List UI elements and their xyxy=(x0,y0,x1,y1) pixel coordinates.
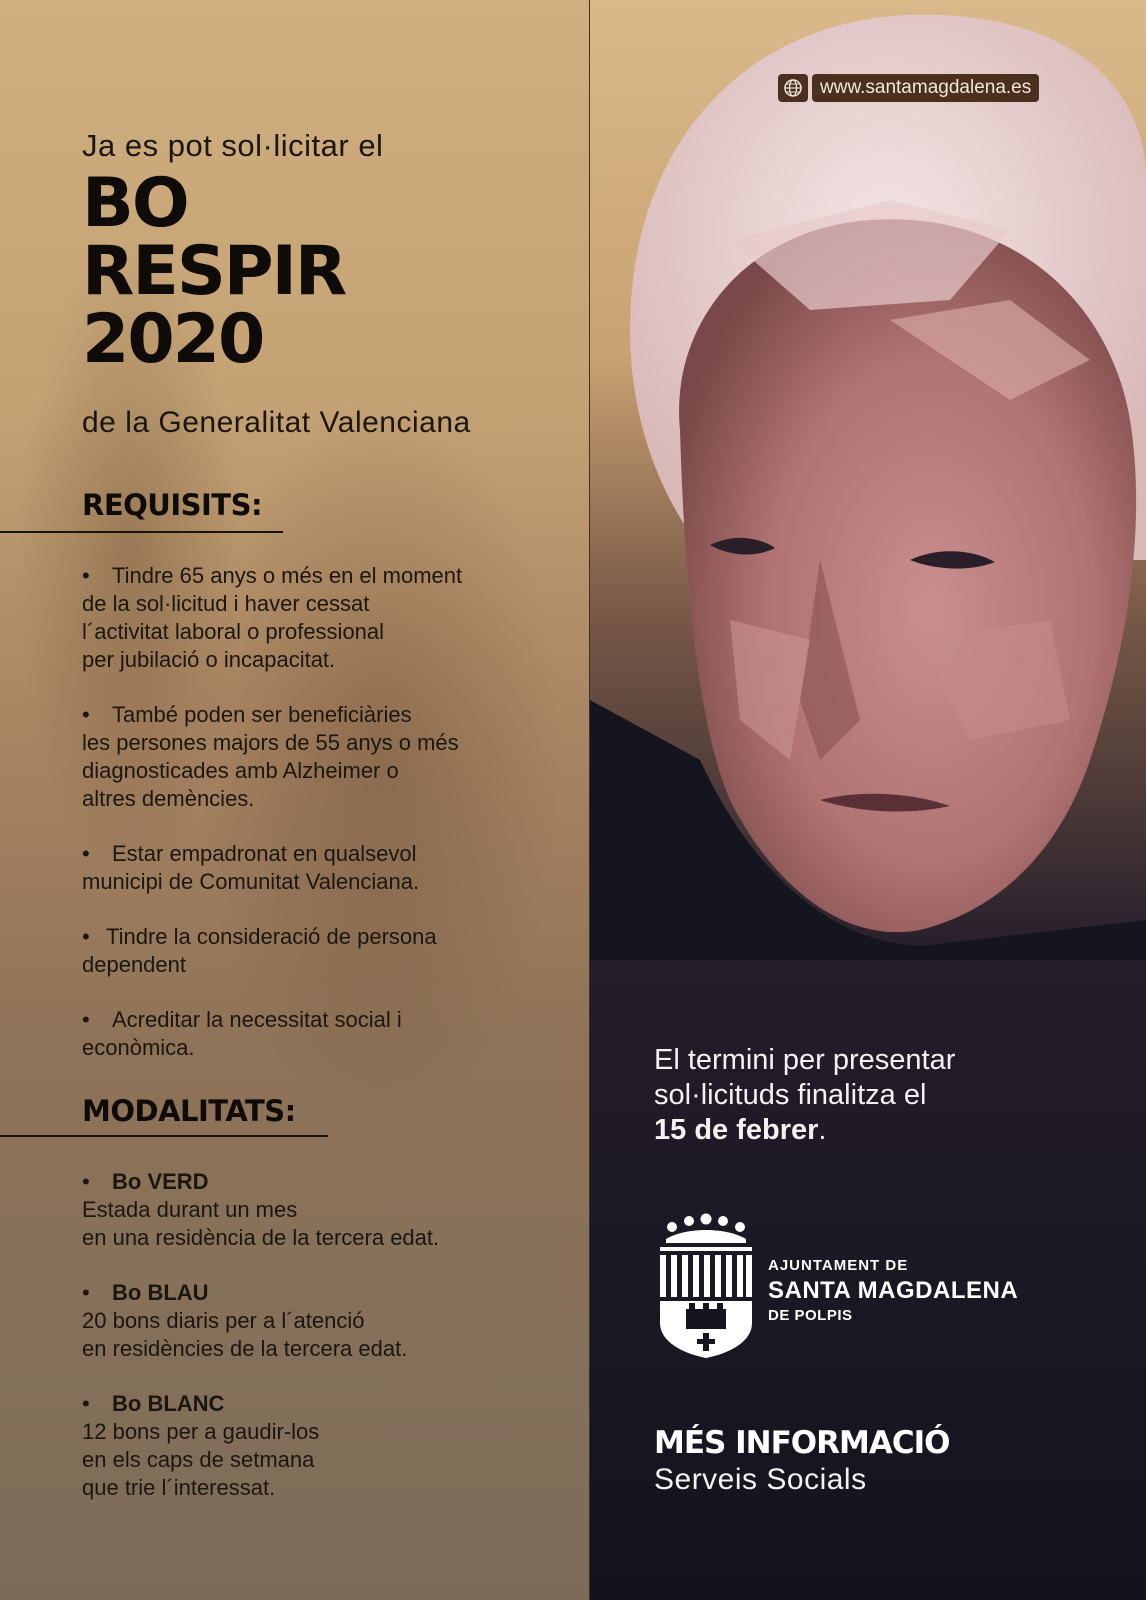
headline-line-2: RESPIR xyxy=(82,232,346,311)
right-panel xyxy=(590,0,1146,1600)
bullet-icon: • xyxy=(82,563,90,588)
subtitle: de la Generalitat Valenciana xyxy=(82,406,471,439)
deadline-date: 15 de febrer xyxy=(654,1114,819,1146)
modality-desc: 12 bons per a gaudir-los en els caps de setmana que trie l´interessat. xyxy=(82,1419,320,1500)
deadline-line-1: El termini per presentar xyxy=(654,1044,956,1076)
list-item xyxy=(82,1390,552,1502)
municipality-logo xyxy=(656,1213,1076,1358)
logo-text-main: SANTA MAGDALENA xyxy=(768,1277,1019,1304)
coat-of-arms-icon xyxy=(656,1213,756,1358)
bullet-icon: • xyxy=(82,1007,90,1032)
bullet-icon: • xyxy=(82,1169,90,1194)
bullet-icon: • xyxy=(82,1391,90,1416)
elderly-man-portrait xyxy=(590,0,1146,960)
more-info-department: Serveis Socials xyxy=(654,1463,867,1496)
deadline-line-2: sol·licituds finalitza el xyxy=(654,1079,927,1111)
website-link[interactable] xyxy=(778,74,1039,102)
requisit-text: Tindre la consideració de persona dependent xyxy=(82,924,437,977)
bullet-icon: • xyxy=(82,1280,90,1305)
globe-icon xyxy=(778,74,808,102)
headline xyxy=(82,164,346,379)
requisit-text: Acreditar la necessitat social i econòmica. xyxy=(82,1007,402,1060)
modality-desc: Estada durant un mes en una residència de la tercera edat. xyxy=(82,1197,440,1250)
deadline-notice xyxy=(654,1043,1094,1148)
bullet-icon: • xyxy=(82,841,90,866)
list-item xyxy=(82,562,552,674)
list-item xyxy=(82,701,552,813)
bullet-icon: • xyxy=(82,702,90,727)
list-item xyxy=(82,923,552,979)
modalitats-divider xyxy=(0,1135,328,1137)
headline-line-1: BO xyxy=(82,164,188,243)
modality-name: Bo BLAU xyxy=(112,1280,209,1305)
headline-line-3: 2020 xyxy=(82,300,264,379)
list-item xyxy=(82,1279,552,1363)
intro-text: Ja es pot sol·licitar el xyxy=(82,128,384,163)
modality-name: Bo BLANC xyxy=(112,1391,225,1416)
modalitats-title: MODALITATS: xyxy=(82,1094,296,1128)
website-url[interactable]: www.santamagdalena.es xyxy=(812,74,1039,102)
list-item xyxy=(82,840,552,896)
requisit-text: També poden ser beneficiàries les persones majors de 55 anys o més diagnosticades amb Alzheimer o altres demències. xyxy=(82,702,459,811)
more-info-title: MÉS INFORMACIÓ xyxy=(654,1425,950,1461)
logo-text-sub: DE POLPIS xyxy=(768,1307,853,1324)
modality-name: Bo VERD xyxy=(112,1169,209,1194)
modalitats-list xyxy=(82,1168,552,1529)
deadline-line-3 xyxy=(654,1113,1094,1148)
list-item xyxy=(82,1006,552,1062)
requisits-divider xyxy=(0,531,283,533)
requisit-text: Tindre 65 anys o més en el moment de la sol·licitud i haver cessat l´activitat laboral o professional per jubilació o incapacitat. xyxy=(82,563,463,672)
deadline-end: . xyxy=(818,1114,827,1146)
requisit-text: Estar empadronat en qualsevol municipi de Comunitat Valenciana. xyxy=(82,841,420,894)
logo-text-small: AJUNTAMENT DE xyxy=(768,1257,909,1274)
modality-desc: 20 bons diaris per a l´atenció en residències de la tercera edat. xyxy=(82,1308,408,1361)
requisits-list xyxy=(82,562,552,1089)
bullet-icon: • xyxy=(82,924,90,949)
requisits-title: REQUISITS: xyxy=(82,488,263,522)
list-item xyxy=(82,1168,552,1252)
